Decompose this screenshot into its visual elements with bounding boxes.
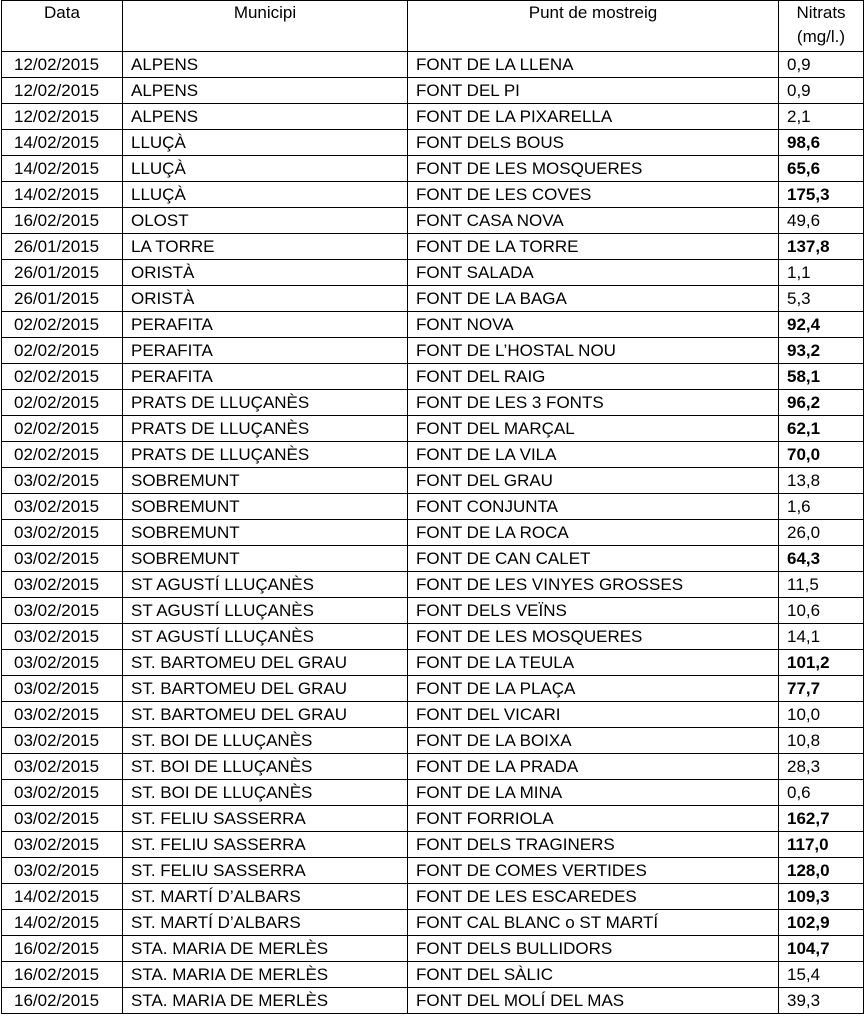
cell-punt-mostreig: FONT DELS BULLIDORS <box>408 936 779 962</box>
cell-municipi: PRATS DE LLUÇANÈS <box>123 390 408 416</box>
cell-municipi: ORISTÀ <box>123 286 408 312</box>
cell-municipi: PRATS DE LLUÇANÈS <box>123 442 408 468</box>
cell-nitrats: 101,2 <box>779 650 864 676</box>
cell-nitrats: 93,2 <box>779 338 864 364</box>
table-row <box>2 858 864 884</box>
cell-date: 03/02/2015 <box>2 728 123 754</box>
cell-date: 03/02/2015 <box>2 754 123 780</box>
cell-municipi: ST. FELIU SASSERRA <box>123 832 408 858</box>
cell-municipi: ST. FELIU SASSERRA <box>123 806 408 832</box>
cell-nitrats: 102,9 <box>779 910 864 936</box>
cell-nitrats: 15,4 <box>779 962 864 988</box>
cell-nitrats: 49,6 <box>779 208 864 234</box>
cell-nitrats: 0,9 <box>779 52 864 78</box>
table-row <box>2 962 864 988</box>
cell-municipi: ST. FELIU SASSERRA <box>123 858 408 884</box>
table-row <box>2 494 864 520</box>
cell-municipi: STA. MARIA DE MERLÈS <box>123 988 408 1014</box>
cell-municipi: ORISTÀ <box>123 260 408 286</box>
table-row <box>2 104 864 130</box>
cell-punt-mostreig: FONT DE LA TEULA <box>408 650 779 676</box>
table-row <box>2 182 864 208</box>
cell-municipi: STA. MARIA DE MERLÈS <box>123 962 408 988</box>
cell-punt-mostreig: FONT DE LA VILA <box>408 442 779 468</box>
cell-nitrats: 26,0 <box>779 520 864 546</box>
cell-nitrats: 64,3 <box>779 546 864 572</box>
table-row <box>2 468 864 494</box>
cell-punt-mostreig: FONT DELS VEÏNS <box>408 598 779 624</box>
cell-nitrats: 65,6 <box>779 156 864 182</box>
table-row <box>2 520 864 546</box>
cell-nitrats: 92,4 <box>779 312 864 338</box>
cell-punt-mostreig: FONT DE CAN CALET <box>408 546 779 572</box>
cell-punt-mostreig: FONT DE LES 3 FONTS <box>408 390 779 416</box>
cell-punt-mostreig: FONT DE LA ROCA <box>408 520 779 546</box>
cell-nitrats: 1,1 <box>779 260 864 286</box>
cell-punt-mostreig: FONT DEL GRAU <box>408 468 779 494</box>
cell-nitrats: 5,3 <box>779 286 864 312</box>
cell-date: 03/02/2015 <box>2 598 123 624</box>
cell-nitrats: 98,6 <box>779 130 864 156</box>
cell-nitrats: 11,5 <box>779 572 864 598</box>
cell-punt-mostreig: FONT DELS BOUS <box>408 130 779 156</box>
cell-municipi: ALPENS <box>123 52 408 78</box>
table-row <box>2 936 864 962</box>
cell-municipi: ST AGUSTÍ LLUÇANÈS <box>123 572 408 598</box>
cell-nitrats: 10,8 <box>779 728 864 754</box>
table-row <box>2 416 864 442</box>
cell-date: 03/02/2015 <box>2 832 123 858</box>
cell-punt-mostreig: FONT DE LA TORRE <box>408 234 779 260</box>
cell-date: 03/02/2015 <box>2 702 123 728</box>
cell-date: 12/02/2015 <box>2 78 123 104</box>
cell-nitrats: 104,7 <box>779 936 864 962</box>
cell-municipi: ST. MARTÍ D’ALBARS <box>123 884 408 910</box>
table-row <box>2 52 864 78</box>
cell-date: 16/02/2015 <box>2 962 123 988</box>
table-row <box>2 910 864 936</box>
cell-nitrats: 109,3 <box>779 884 864 910</box>
cell-date: 03/02/2015 <box>2 650 123 676</box>
cell-date: 03/02/2015 <box>2 520 123 546</box>
table-row <box>2 234 864 260</box>
cell-municipi: LA TORRE <box>123 234 408 260</box>
header-data: Data <box>2 1 123 52</box>
cell-municipi: ST. BARTOMEU DEL GRAU <box>123 650 408 676</box>
table-row <box>2 884 864 910</box>
table-row <box>2 728 864 754</box>
cell-punt-mostreig: FONT DEL PI <box>408 78 779 104</box>
cell-nitrats: 0,6 <box>779 780 864 806</box>
cell-punt-mostreig: FONT DE LA BOIXA <box>408 728 779 754</box>
table-row <box>2 702 864 728</box>
cell-date: 03/02/2015 <box>2 624 123 650</box>
cell-nitrats: 10,6 <box>779 598 864 624</box>
cell-punt-mostreig: FONT FORRIOLA <box>408 806 779 832</box>
table-row <box>2 988 864 1014</box>
cell-punt-mostreig: FONT DE LA PIXARELLA <box>408 104 779 130</box>
cell-punt-mostreig: FONT NOVA <box>408 312 779 338</box>
table-row <box>2 572 864 598</box>
header-punt-mostreig: Punt de mostreig <box>408 1 779 52</box>
cell-date: 02/02/2015 <box>2 338 123 364</box>
cell-nitrats: 39,3 <box>779 988 864 1014</box>
cell-date: 03/02/2015 <box>2 546 123 572</box>
cell-punt-mostreig: FONT DE LES MOSQUERES <box>408 156 779 182</box>
table-row <box>2 156 864 182</box>
cell-date: 02/02/2015 <box>2 390 123 416</box>
table-row <box>2 676 864 702</box>
cell-municipi: ST. MARTÍ D’ALBARS <box>123 910 408 936</box>
cell-date: 02/02/2015 <box>2 442 123 468</box>
table-row <box>2 754 864 780</box>
cell-punt-mostreig: FONT DE COMES VERTIDES <box>408 858 779 884</box>
cell-municipi: SOBREMUNT <box>123 520 408 546</box>
header-municipi: Municipi <box>123 1 408 52</box>
header-row <box>2 1 864 52</box>
cell-date: 14/02/2015 <box>2 910 123 936</box>
header-nitrats-unit: (mg/l.) <box>796 27 846 46</box>
cell-municipi: PERAFITA <box>123 312 408 338</box>
cell-punt-mostreig: FONT DE L’HOSTAL NOU <box>408 338 779 364</box>
cell-date: 16/02/2015 <box>2 208 123 234</box>
cell-municipi: ALPENS <box>123 78 408 104</box>
table-row <box>2 78 864 104</box>
table-row <box>2 312 864 338</box>
cell-nitrats: 117,0 <box>779 832 864 858</box>
cell-municipi: ST. BOI DE LLUÇANÈS <box>123 754 408 780</box>
cell-nitrats: 0,9 <box>779 78 864 104</box>
cell-punt-mostreig: FONT CONJUNTA <box>408 494 779 520</box>
cell-date: 26/01/2015 <box>2 234 123 260</box>
cell-municipi: ST. BOI DE LLUÇANÈS <box>123 780 408 806</box>
header-nitrats-label: Nitrats <box>796 3 846 22</box>
table-row <box>2 598 864 624</box>
cell-nitrats: 70,0 <box>779 442 864 468</box>
cell-punt-mostreig: FONT DE LES ESCAREDES <box>408 884 779 910</box>
cell-punt-mostreig: FONT CAL BLANC o ST MARTÍ <box>408 910 779 936</box>
cell-nitrats: 1,6 <box>779 494 864 520</box>
cell-punt-mostreig: FONT SALADA <box>408 260 779 286</box>
cell-date: 14/02/2015 <box>2 182 123 208</box>
cell-date: 12/02/2015 <box>2 104 123 130</box>
cell-punt-mostreig: FONT DE LES COVES <box>408 182 779 208</box>
cell-date: 02/02/2015 <box>2 364 123 390</box>
cell-punt-mostreig: FONT DEL VICARI <box>408 702 779 728</box>
table-row <box>2 832 864 858</box>
cell-nitrats: 137,8 <box>779 234 864 260</box>
cell-punt-mostreig: FONT DEL SÀLIC <box>408 962 779 988</box>
cell-municipi: ST. BARTOMEU DEL GRAU <box>123 676 408 702</box>
cell-nitrats: 128,0 <box>779 858 864 884</box>
cell-punt-mostreig: FONT DE LA LLENA <box>408 52 779 78</box>
cell-punt-mostreig: FONT DE LES MOSQUERES <box>408 624 779 650</box>
cell-nitrats: 2,1 <box>779 104 864 130</box>
cell-nitrats: 77,7 <box>779 676 864 702</box>
cell-date: 14/02/2015 <box>2 884 123 910</box>
table-row <box>2 780 864 806</box>
table-row <box>2 390 864 416</box>
cell-date: 12/02/2015 <box>2 52 123 78</box>
cell-municipi: SOBREMUNT <box>123 494 408 520</box>
cell-nitrats: 28,3 <box>779 754 864 780</box>
cell-punt-mostreig: FONT DE LA PLAÇA <box>408 676 779 702</box>
cell-punt-mostreig: FONT DELS TRAGINERS <box>408 832 779 858</box>
cell-date: 26/01/2015 <box>2 286 123 312</box>
cell-punt-mostreig: FONT DE LES VINYES GROSSES <box>408 572 779 598</box>
header-nitrats <box>779 1 864 52</box>
nitrates-table <box>1 0 864 1014</box>
cell-date: 03/02/2015 <box>2 676 123 702</box>
table-row <box>2 208 864 234</box>
cell-municipi: PERAFITA <box>123 338 408 364</box>
cell-date: 02/02/2015 <box>2 312 123 338</box>
table-row <box>2 806 864 832</box>
cell-municipi: ALPENS <box>123 104 408 130</box>
cell-municipi: ST AGUSTÍ LLUÇANÈS <box>123 598 408 624</box>
table-row <box>2 442 864 468</box>
cell-punt-mostreig: FONT DEL MOLÍ DEL MAS <box>408 988 779 1014</box>
cell-municipi: LLUÇÀ <box>123 130 408 156</box>
table-row <box>2 260 864 286</box>
cell-nitrats: 14,1 <box>779 624 864 650</box>
cell-date: 14/02/2015 <box>2 156 123 182</box>
cell-municipi: PRATS DE LLUÇANÈS <box>123 416 408 442</box>
cell-nitrats: 62,1 <box>779 416 864 442</box>
cell-date: 03/02/2015 <box>2 780 123 806</box>
cell-date: 02/02/2015 <box>2 416 123 442</box>
table-row <box>2 338 864 364</box>
cell-municipi: SOBREMUNT <box>123 468 408 494</box>
cell-municipi: SOBREMUNT <box>123 546 408 572</box>
table-row <box>2 364 864 390</box>
cell-date: 03/02/2015 <box>2 572 123 598</box>
cell-punt-mostreig: FONT DE LA PRADA <box>408 754 779 780</box>
cell-municipi: STA. MARIA DE MERLÈS <box>123 936 408 962</box>
cell-punt-mostreig: FONT DE LA MINA <box>408 780 779 806</box>
cell-nitrats: 96,2 <box>779 390 864 416</box>
cell-nitrats: 175,3 <box>779 182 864 208</box>
table-row <box>2 130 864 156</box>
cell-municipi: LLUÇÀ <box>123 156 408 182</box>
cell-municipi: ST AGUSTÍ LLUÇANÈS <box>123 624 408 650</box>
cell-date: 16/02/2015 <box>2 988 123 1014</box>
cell-date: 26/01/2015 <box>2 260 123 286</box>
cell-punt-mostreig: FONT CASA NOVA <box>408 208 779 234</box>
cell-nitrats: 13,8 <box>779 468 864 494</box>
cell-municipi: PERAFITA <box>123 364 408 390</box>
cell-date: 14/02/2015 <box>2 130 123 156</box>
table-row <box>2 546 864 572</box>
table-row <box>2 650 864 676</box>
cell-date: 03/02/2015 <box>2 494 123 520</box>
cell-punt-mostreig: FONT DEL MARÇAL <box>408 416 779 442</box>
cell-nitrats: 58,1 <box>779 364 864 390</box>
cell-date: 16/02/2015 <box>2 936 123 962</box>
cell-nitrats: 10,0 <box>779 702 864 728</box>
cell-punt-mostreig: FONT DE LA BAGA <box>408 286 779 312</box>
cell-municipi: OLOST <box>123 208 408 234</box>
cell-municipi: ST. BARTOMEU DEL GRAU <box>123 702 408 728</box>
cell-nitrats: 162,7 <box>779 806 864 832</box>
cell-municipi: LLUÇÀ <box>123 182 408 208</box>
table-row <box>2 624 864 650</box>
cell-date: 03/02/2015 <box>2 806 123 832</box>
cell-municipi: ST. BOI DE LLUÇANÈS <box>123 728 408 754</box>
cell-punt-mostreig: FONT DEL RAIG <box>408 364 779 390</box>
table-row <box>2 286 864 312</box>
cell-date: 03/02/2015 <box>2 468 123 494</box>
cell-date: 03/02/2015 <box>2 858 123 884</box>
